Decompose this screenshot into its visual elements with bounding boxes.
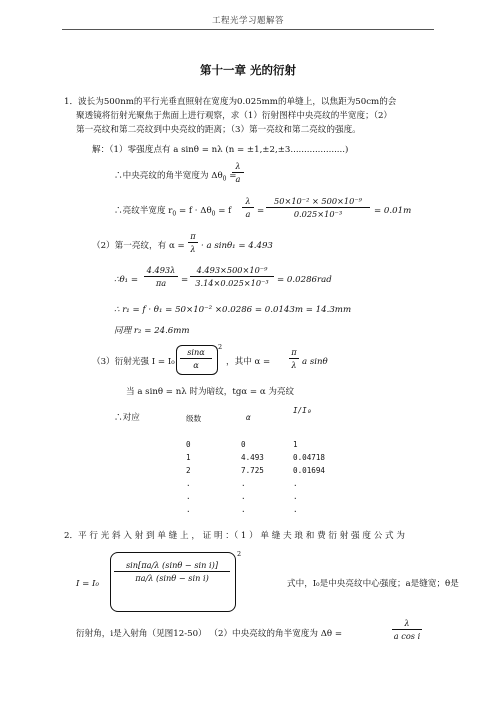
sinc-fraction: sinα α xyxy=(180,347,212,370)
table-cell: 0 xyxy=(186,440,191,449)
problem2-desc: 式中，I₀是中央亮纹中心强度；a是缝宽；θ是 xyxy=(287,579,459,589)
table-cell: . xyxy=(241,492,246,501)
square-exponent-2: 2 xyxy=(237,550,242,558)
r2-line: 同理 r₂ = 24.6mm xyxy=(114,326,190,336)
problem1-line1: 1．波长为500nm的平行光垂直照射在宽度为0.025mm的单缝上，以焦距为50cm的会 xyxy=(64,97,397,107)
table-cell: . xyxy=(293,505,298,514)
problem1-line2: 聚透镜将衍射光聚焦于焦面上进行观察，求（1）衍射图样中央亮纹的半宽度；（2） xyxy=(76,111,393,121)
theta1-frac1: 4.493λ πa xyxy=(144,265,178,288)
halfwidth-fraction: 50×10⁻² × 500×10⁻⁹ 0.025×10⁻³ xyxy=(266,196,370,219)
table-cell: 7.725 xyxy=(241,466,264,475)
equals-sign: = xyxy=(257,206,265,216)
table-cell: 2 xyxy=(186,466,191,475)
table-cell: 0.01694 xyxy=(293,466,326,475)
table-cell: . xyxy=(241,505,246,514)
part3-label: （3）衍射光强 I = I₀ xyxy=(92,357,175,367)
table-cell: . xyxy=(241,479,246,488)
halfwidth-label: ∴亮纹半宽度 $r_0 = f \cdot \Delta\theta_0 = f$ xyxy=(114,206,232,218)
table-cell: . xyxy=(293,479,298,488)
problem2-line1: 2．平 行 光 斜 入 射 到 单 缝 上 ， 证 明 ：（ 1 ） 单 缝 夫 琅 和 费 衍 射 强 度 公 式 为 xyxy=(64,531,405,541)
table-cell: . xyxy=(293,492,298,501)
theta1-result: = 0.0286rad xyxy=(277,275,332,285)
part3-tail: a sinθ xyxy=(302,357,328,367)
table-cell: . xyxy=(186,479,191,488)
page-header: 工程光学习题解答 xyxy=(211,16,284,26)
square-exponent: 2 xyxy=(218,343,223,351)
theta1-lhs: ∴θ₁ = xyxy=(114,275,139,285)
table-cell: 4.493 xyxy=(241,453,264,462)
table-cell: . xyxy=(186,505,191,514)
table-header: α xyxy=(246,413,251,422)
table-cell: 1 xyxy=(186,453,191,462)
part2-tail: · a sinθ₁ = 4.493 xyxy=(201,241,273,251)
equals-sign-2: = xyxy=(181,275,189,285)
halfwidth-result: = 0.01m xyxy=(374,206,412,216)
intensity-equation-lhs: I = I₀ xyxy=(76,579,99,589)
pi-over-lambda-2: π λ xyxy=(289,347,299,370)
chapter-title: 第十一章 光的衍射 xyxy=(199,63,296,77)
part3-mid: ，其中 α = xyxy=(226,357,271,367)
theta1-frac2: 4.493×500×10⁻⁹ 3.14×0.025×10⁻³ xyxy=(190,265,274,288)
problem2-last-line: 衍射角，i是入射角（见图12-50） （2）中央亮纹的角半宽度为 Δθ = xyxy=(76,629,343,639)
table-cell: 0.04718 xyxy=(293,453,326,462)
angular-width-fraction: λ a cos i xyxy=(393,618,421,641)
angular-halfwidth-label: ∴中央亮纹的角半宽度为 $\Delta\theta_0$ = xyxy=(114,171,237,183)
table-header: I/I₀ xyxy=(293,406,312,415)
table-label: ∴对应 xyxy=(114,413,140,423)
table-header: 级数 xyxy=(186,414,202,423)
lambda-over-a: λ a xyxy=(232,161,244,184)
intensity-fraction: sin[πa/λ (sinθ − sin i)] πa/λ (sinθ − sin i) xyxy=(114,560,230,583)
part2-label: （2）第一亮纹，有 α = xyxy=(92,241,185,251)
table-cell: 0 xyxy=(241,440,246,449)
lambda-over-a-2: λ a xyxy=(242,196,254,219)
pi-over-lambda: π λ xyxy=(188,231,198,254)
r1-line: ∴ r₁ = f · θ₁ = 50×10⁻² ×0.0286 = 0.0143m = 14.3mm xyxy=(114,305,352,315)
header-rule xyxy=(62,29,434,30)
problem1-line3: 第一亮纹和第二亮纹到中央亮纹的距离；（3）第一亮纹和第二亮纹的强度。 xyxy=(76,125,361,135)
condition-line: 当 a sinθ = nλ 时为暗纹，tgα = α 为亮纹 xyxy=(126,387,295,397)
table-cell: . xyxy=(186,492,191,501)
solution-part1: 解：（1）零强度点有 a sinθ = nλ (n = ±1,±2,±3....................) xyxy=(92,145,349,155)
table-cell: 1 xyxy=(293,440,298,449)
